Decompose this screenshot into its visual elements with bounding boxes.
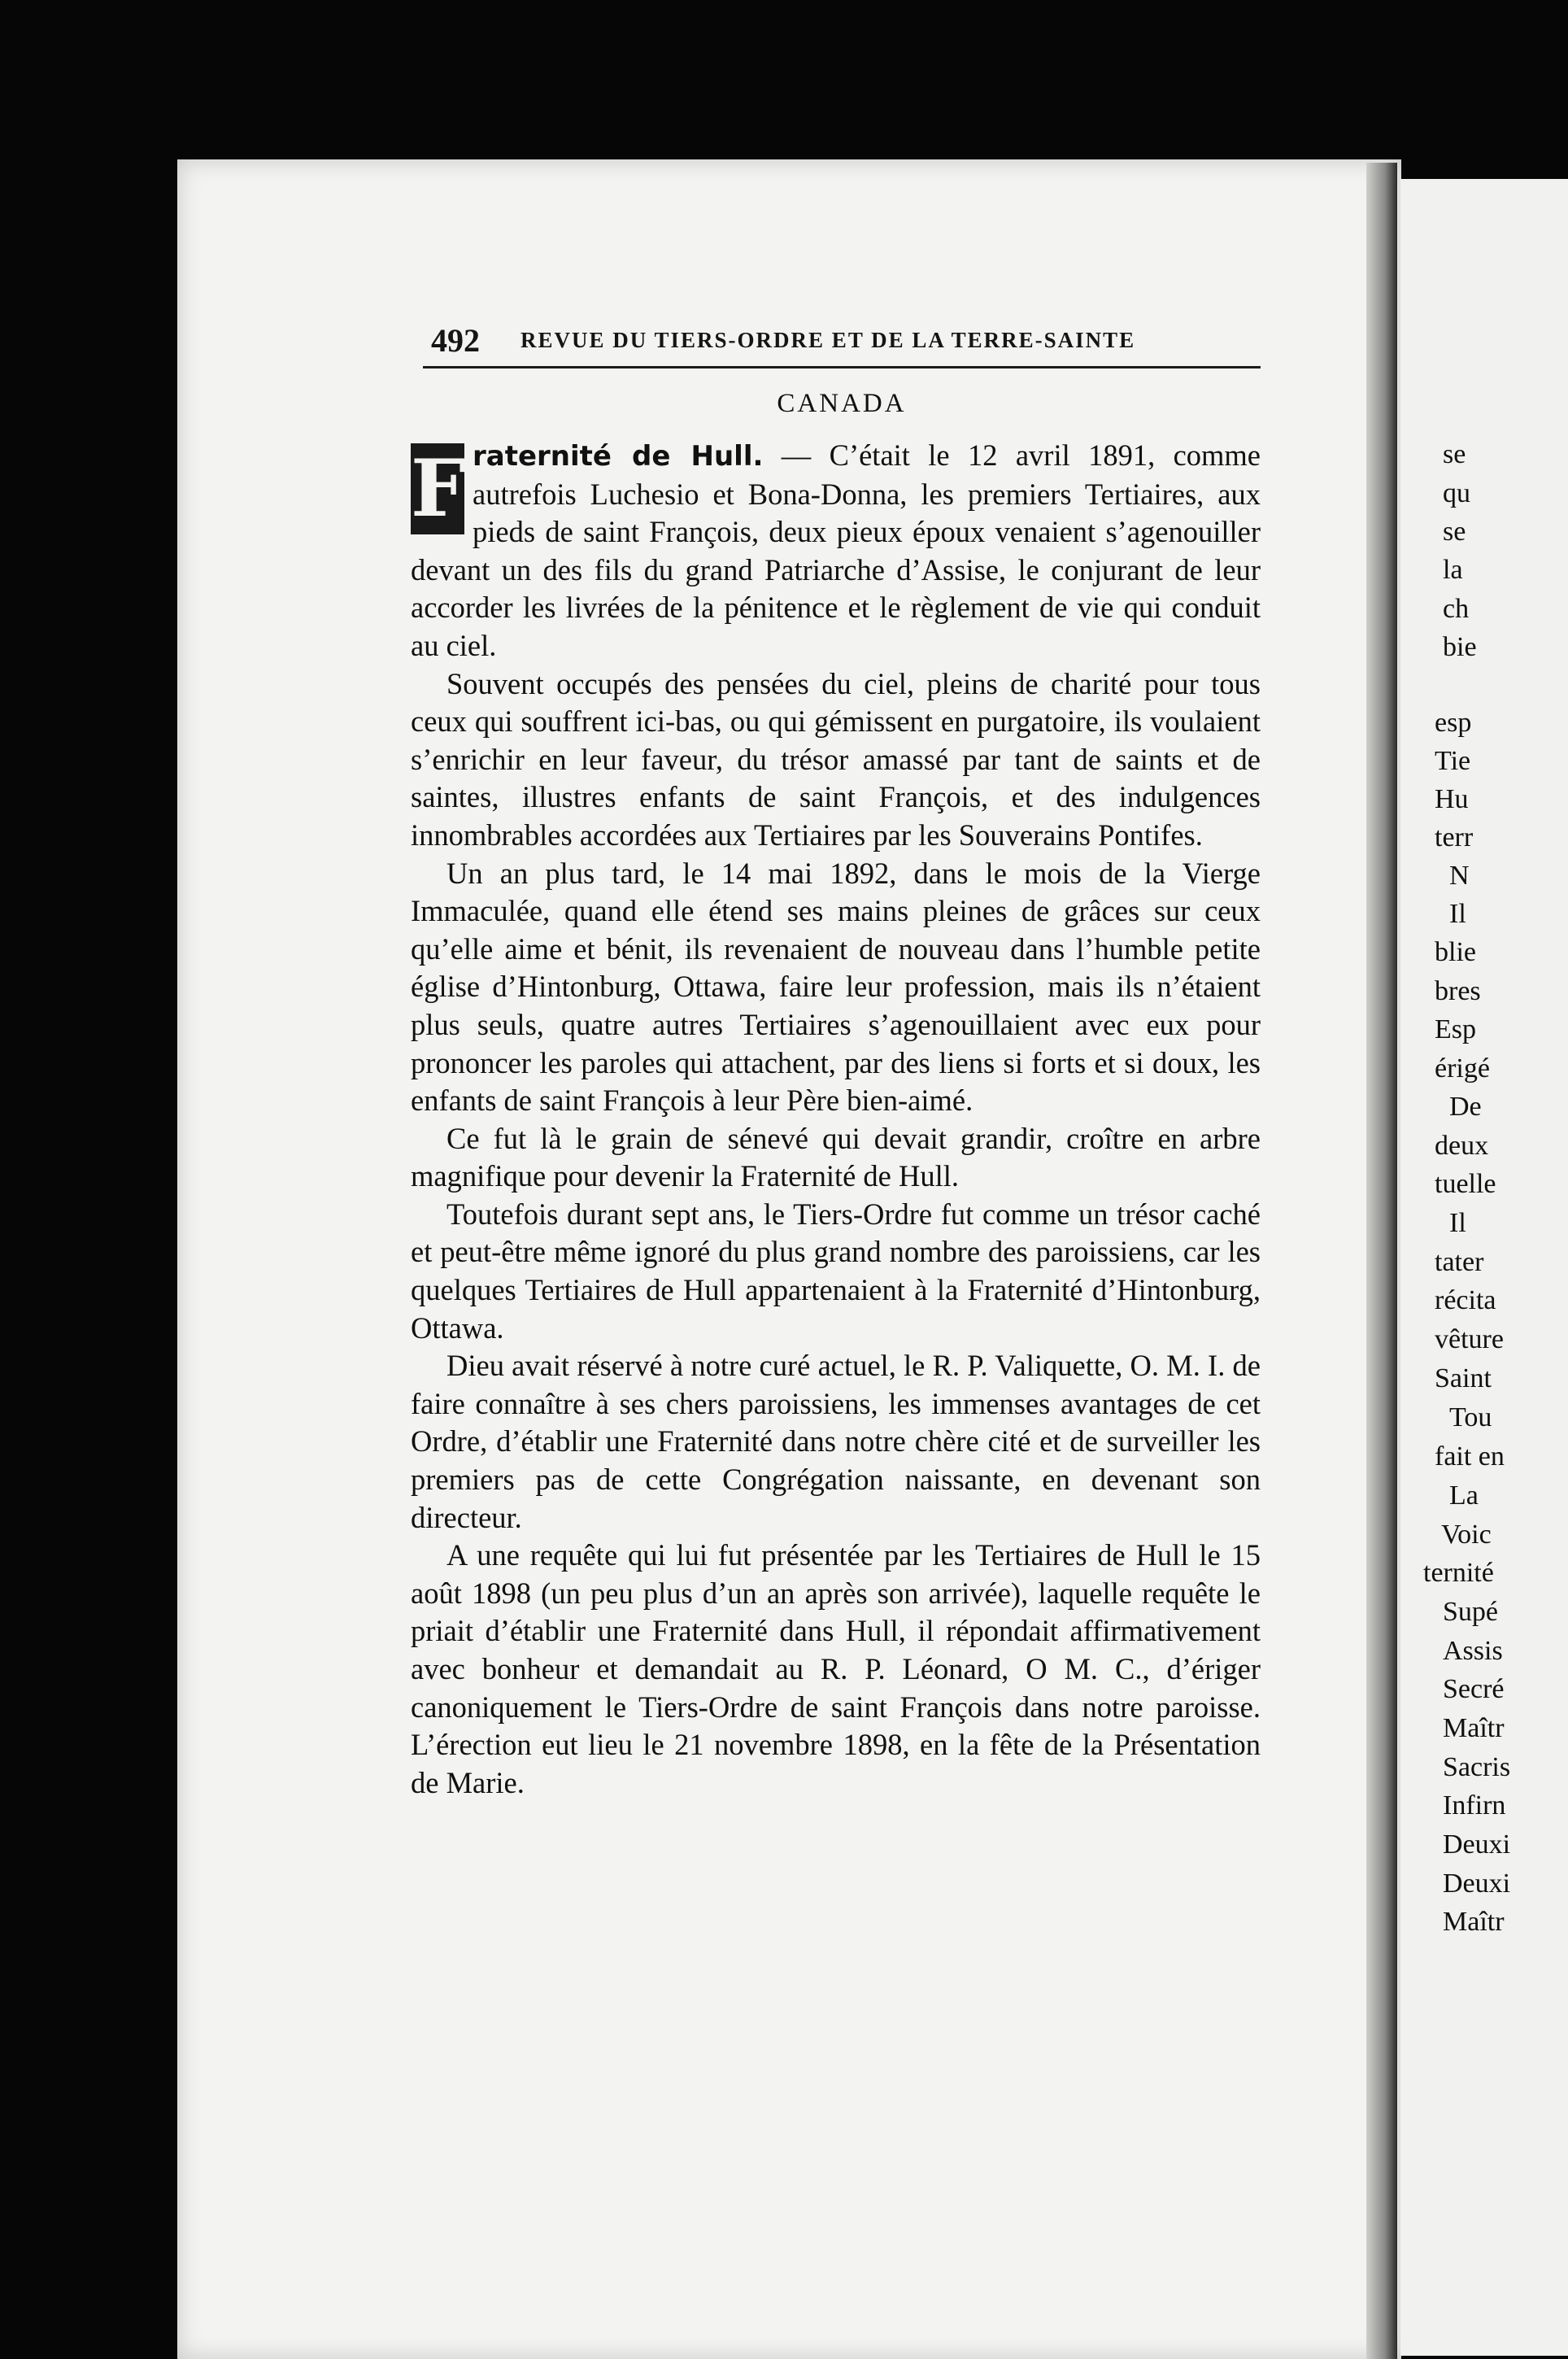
- paragraph-6: Dieu avait réservé à notre curé actuel, le R. P. Valiquette, O. M. I. de faire connaître à ses chers paroissiens, les immenses avantages de cet Ordre, d’établir une Fraternité dans notre chère cité et de surveiller les premiers pas de cette Congrégation naissante, en devenant son directeur.: [411, 1349, 1261, 1534]
- paragraph-text: — C’était le 12 avril 1891, comme autrefois Luchesio et Bona-Donna, les premiers Tertiaires, aux pieds de saint François, deux pieux époux venaient s’agenouiller devant un des fils du grand Patriarche d’Assise, le conjurant de leur accorder les livrées de la pénitence et le règlement de vie qui conduit au ciel.: [411, 438, 1261, 662]
- paragraph-7: A une requête qui lui fut présentée par les Tertiaires de Hull le 15 août 1898 (un peu plus d’un an après son arrivée), laquelle requête le priait d’établir une Fraternité dans Hull, il répondait affirmativement avec bonheur et demandait au R. P. Léonard, O M. C., d’ériger canoniquement le Tiers-Ordre de saint François dans notre paroisse. L’érection eut lieu le 21 novembre 1898, en la fête de la Présentation de Marie.: [411, 1538, 1261, 1799]
- facing-line: Maîtr: [1443, 1713, 1505, 1743]
- facing-line: érigé: [1435, 1053, 1490, 1084]
- book-gutter: [1366, 163, 1397, 2359]
- facing-line: tuelle: [1435, 1169, 1496, 1199]
- facing-page: [1400, 179, 1568, 2356]
- paragraph-2: Souvent occupés des pensées du ciel, pleins de charité pour tous ceux qui souffrent ici-bas, ou qui gémissent en purgatoire, ils voulaient s’enrichir en leur faveur, du trésor amassé par tant de saints et de saintes, illustres enfants de saint François, et des indulgences innombrables accordées aux Tertiaires par les Souverains Pontifes.: [411, 666, 1261, 852]
- facing-line: terr: [1435, 822, 1474, 852]
- facing-line: De: [1449, 1092, 1482, 1122]
- running-title: REVUE DU TIERS-ORDRE ET DE LA TERRE-SAINTE: [520, 328, 1136, 352]
- facing-line: tater: [1435, 1247, 1484, 1277]
- facing-line: vêture: [1435, 1324, 1504, 1354]
- facing-line: récita: [1435, 1285, 1496, 1315]
- lead-in: raternité de Hull.: [473, 440, 764, 473]
- article-body: [411, 437, 1261, 1802]
- facing-line: bres: [1435, 976, 1481, 1006]
- facing-line: Sacris: [1443, 1752, 1511, 1782]
- facing-line: Voic: [1441, 1520, 1492, 1550]
- facing-line: fait en: [1435, 1441, 1505, 1472]
- paragraph-5: Toutefois durant sept ans, le Tiers-Ordre fut comme un trésor caché et peut-être même ignoré du plus grand nombre des paroissiens, car les quelques Tertiaires de Hull appartenaient à la Fraternité d’Hintonburg, Ottawa.: [411, 1197, 1261, 1345]
- facing-line: Infirn: [1443, 1790, 1506, 1820]
- section-title: CANADA: [777, 389, 907, 418]
- facing-line: Saint: [1435, 1363, 1492, 1393]
- facing-line: Secré: [1443, 1674, 1505, 1704]
- paragraph-3: Un an plus tard, le 14 mai 1892, dans le mois de la Vierge Immaculée, quand elle étend ses mains pleines de grâces sur ceux qu’elle aime et bénit, ils revenaient de nouveau dans l’humble petite église d’Hintonburg, Ottawa, faire leur profession, mais ils n’étaient plus seuls, quatre autres Tertiaires s’agenouillaient avec eux pour prononcer les paroles qui attachent, par des liens si forts et si doux, les enfants de saint François à leur Père bien-aimé.: [411, 856, 1261, 1118]
- facing-line: La: [1449, 1480, 1479, 1511]
- facing-line: se: [1443, 517, 1466, 547]
- facing-line: ch: [1443, 594, 1470, 624]
- facing-line: esp: [1435, 708, 1472, 738]
- dropcap-letter: F: [411, 443, 467, 534]
- facing-line: la: [1443, 555, 1463, 585]
- facing-line: bie: [1443, 632, 1477, 662]
- facing-line: qu: [1443, 478, 1470, 508]
- paragraph-4: Ce fut là le grain de sénevé qui devait grandir, croître en arbre magnifique pour devenir la Fraternité de Hull.: [411, 1121, 1261, 1193]
- facing-line: Supé: [1443, 1597, 1498, 1627]
- facing-line: Maîtr: [1443, 1907, 1505, 1937]
- facing-line: Il: [1449, 1208, 1466, 1238]
- facing-line: Hu: [1435, 784, 1469, 814]
- facing-line: Deuxi: [1443, 1868, 1511, 1899]
- facing-line: se: [1443, 439, 1466, 469]
- facing-line: blie: [1435, 937, 1476, 967]
- facing-line: Esp: [1435, 1014, 1476, 1044]
- paragraph-1: [411, 437, 1261, 665]
- facing-line: Assis: [1443, 1636, 1503, 1666]
- facing-line: ternité: [1423, 1558, 1494, 1588]
- header-rule: [423, 366, 1261, 368]
- facing-line: deux: [1435, 1131, 1489, 1161]
- facing-line: Deuxi: [1443, 1829, 1511, 1860]
- facing-line: Tie: [1435, 746, 1471, 776]
- facing-line: Il: [1449, 899, 1466, 929]
- running-head: [431, 321, 1265, 364]
- page-number: 492: [431, 322, 480, 359]
- facing-line: N: [1449, 861, 1470, 891]
- facing-line: Tou: [1449, 1402, 1492, 1432]
